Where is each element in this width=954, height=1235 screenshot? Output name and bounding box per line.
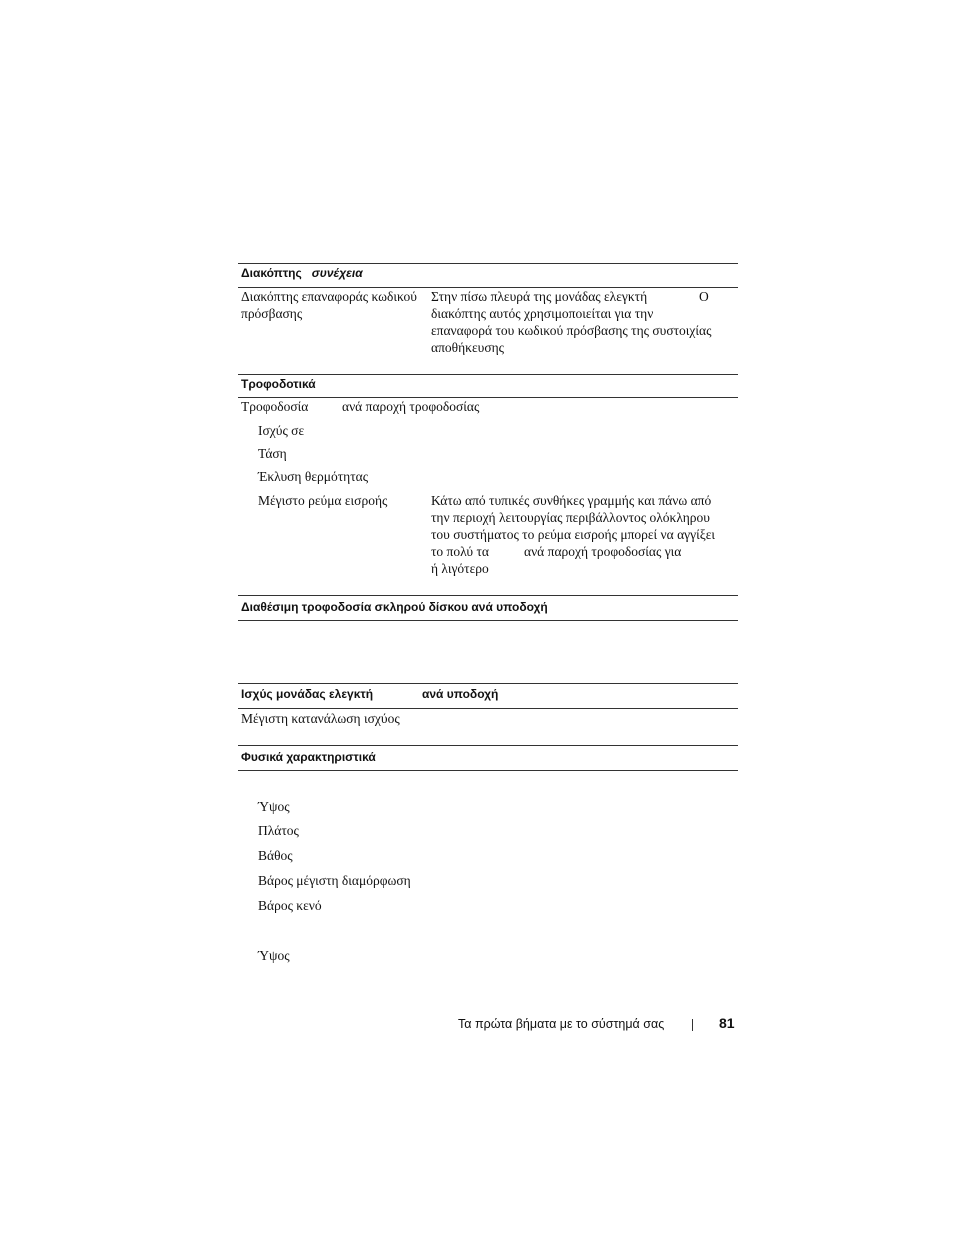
section-header-rule — [238, 770, 738, 771]
section-top-rule — [238, 374, 738, 375]
max-power-consumption-label: Μέγιστη κατανάλωση ισχύος — [241, 711, 400, 726]
supply-label: Τροφοδοσία — [241, 399, 309, 414]
physical-section-title: Φυσικά χαρακτηριστικά — [241, 750, 376, 764]
section-header-rule — [238, 708, 738, 709]
width-label: Πλάτος — [258, 823, 299, 838]
section-header-rule — [238, 620, 738, 621]
height-label-2: Ύψος — [258, 948, 290, 963]
switches-title-suffix: συνέχεια — [311, 266, 363, 280]
inrush-current-label: Μέγιστο ρεύμα εισροής — [258, 493, 388, 508]
depth-label: Βάθος — [258, 848, 293, 863]
section-top-rule — [238, 595, 738, 596]
hdd-power-section-title: Διαθέσιμη τροφοδοσία σκληρού δίσκου ανά υποδοχή — [241, 600, 548, 614]
switches-section-title — [241, 266, 363, 280]
voltage-label: Τάση — [258, 446, 287, 461]
footer-separator — [692, 1019, 693, 1031]
supply-value: ανά παροχή τροφοδοσίας — [342, 399, 480, 414]
footer-chapter-title: Τα πρώτα βήματα με το σύστημά σας — [458, 1017, 665, 1031]
heat-dissipation-label: Έκλυση θερμότητας — [258, 469, 369, 484]
reset-switch-description: Στην πίσω πλευρά της μονάδας ελεγκτή Ο διακόπτης αυτός χρησιμοποιείται για την επαναφορά του κωδικού πρόσβασης της συστοιχίας αποθήκευσης — [431, 289, 712, 355]
section-header-rule — [238, 397, 738, 398]
section-top-rule — [238, 745, 738, 746]
power-supplies-section-title: Τροφοδοτικά — [241, 377, 316, 391]
weight-empty-label: Βάρος κενό — [258, 898, 322, 913]
controller-power-section-title: Ισχύς μονάδας ελεγκτή ανά υποδοχή — [241, 687, 499, 701]
height-label: Ύψος — [258, 799, 290, 814]
reset-switch-label: Διακόπτης επαναφοράς κωδικού πρόσβασης — [241, 289, 417, 321]
power-label: Ισχύς σε — [258, 423, 305, 438]
section-top-rule — [238, 263, 738, 264]
inrush-current-description: Κάτω από τυπικές συνθήκες γραμμής και πάνω από την περιοχή λειτουργίας περιβάλλοντος ολόκληρου του συστήματος το ρεύμα εισροής μπορεί να αγγίξει το πολύ τα ανά παροχή τροφοδοσίας για ή λιγότερο — [431, 493, 716, 576]
weight-max-label: Βάρος μέγιστη διαμόρφωση — [258, 873, 411, 888]
page-number: 81 — [719, 1015, 735, 1031]
section-top-rule — [238, 683, 738, 684]
switches-title: Διακόπτης — [241, 266, 302, 280]
